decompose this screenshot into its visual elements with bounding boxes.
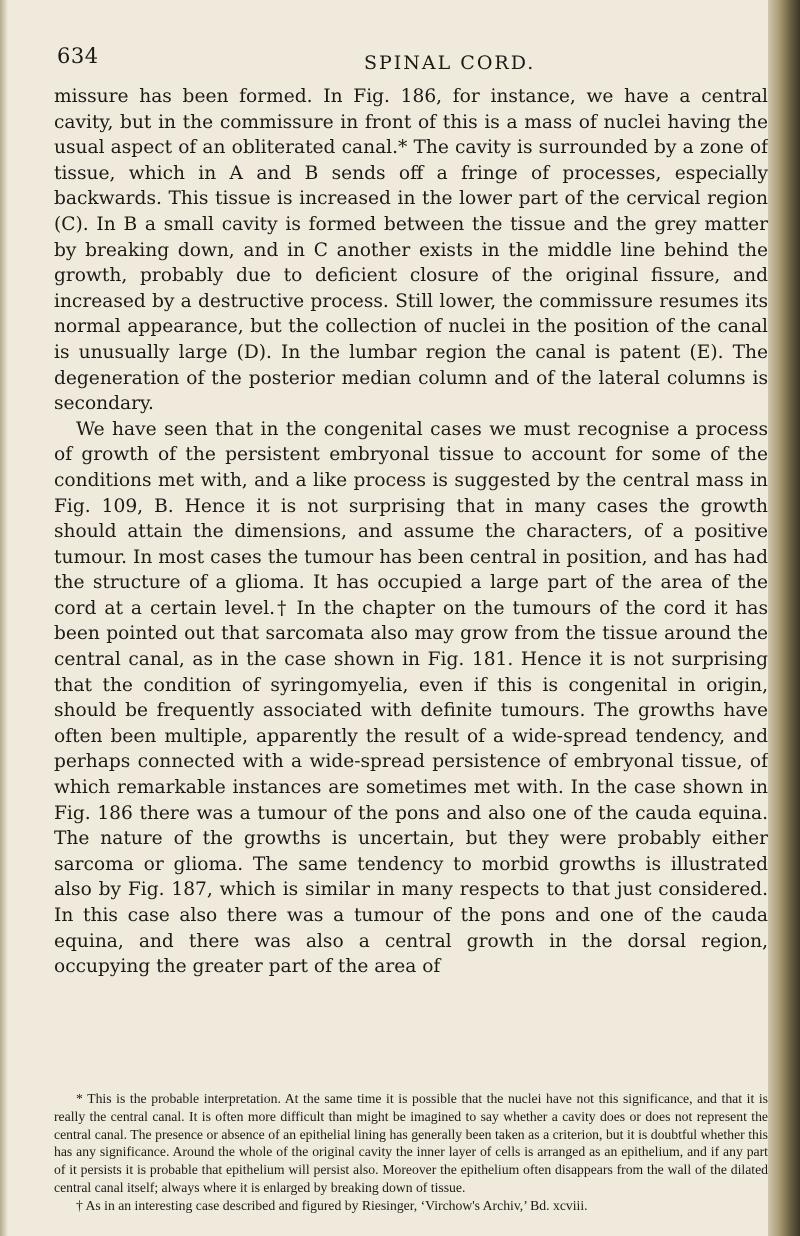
footnote-1: * This is the probable interpretation. At the same time it is possible that the nuclei have not this significance, and that it is really the central canal. It is often more difficult than might be imagined to say whether a cavity does or does not represent the central canal. The presence or absence of an epithelial lining has generally been taken as a criterion, but it is doubtful whether this has any significance. Around the whole of the original cavity the inner layer of cells is arranged as an epithelium, and if any part of it persists it is probable that epithelium will persist also. Moreover the epithelium often disappears from the wall of the dilated central canal itself; always where it is enlarged by breaking down of tissue.	[54, 1091, 768, 1195]
body-text	[54, 84, 768, 980]
page-number: 634	[57, 44, 99, 68]
paragraph-1: missure has been formed. In Fig. 186, for instance, we have a central cavity, but in the commissure in front of this is a mass of nuclei having the usual aspect of an obliterated canal.* The cavity is surrounded by a zone of tissue, which in A and B sends off a fringe of processes, especially backwards. This tissue is increased in the lower part of the cervical region (C). In B a small cavity is formed between the tissue and the grey matter by breaking down, and in C another exists in the middle line behind the growth, probably due to deficient closure of the original fissure, and increased by a destructive process. Still lower, the commissure resumes its normal appearance, but the collection of nuclei in the position of the canal is unusually large (D). In the lumbar region the canal is patent (E). The degeneration of the posterior median column and of the lateral columns is secondary.	[54, 86, 768, 415]
footnote-2: † As in an interesting case described and figured by Riesinger, ‘Virchow's Archiv,’ Bd. xcviii.	[76, 1197, 588, 1213]
page-gutter-shadow	[0, 0, 8, 1236]
footnotes	[54, 1090, 768, 1215]
running-head: SPINAL CORD.	[364, 52, 536, 74]
paragraph-2: We have seen that in the congenital cases we must recognise a process of growth of the persistent embryonal tissue to account for some of the conditions met with, and a like process is suggested by the central mass in Fig. 109, B. Hence it is not surprising that in many cases the growth should attain the dimensions, and assume the characters, of a positive tumour. In most cases the tumour has been central in position, and has had the structure of a glioma. It has occupied a large part of the area of the cord at a certain level.† In the chapter on the tumours of the cord it has been pointed out that sarcomata also may grow from the tissue around the central canal, as in the case shown in Fig. 181. Hence it is not surprising that the condition of syringomyelia, even if this is congenital in origin, should be frequently associated with definite tumours. The growths have often been multiple, apparently the result of a wide-spread tendency, and perhaps connected with a wide-spread persistence of embryonal tissue, of which remarkable instances are sometimes met with. In the case shown in Fig. 186 there was a tumour of the pons and also one of the cauda equina. The nature of the growths is uncertain, but they were probably either sarcoma or glioma. The same tendency to morbid growths is illustrated also by Fig. 187, which is similar in many respects to that just considered. In this case also there was a tumour of the pons and one of the cauda equina, and there was also a central growth in the dorsal region, occupying the greater part of the area of	[54, 418, 768, 978]
book-spine-edge	[768, 0, 800, 1236]
